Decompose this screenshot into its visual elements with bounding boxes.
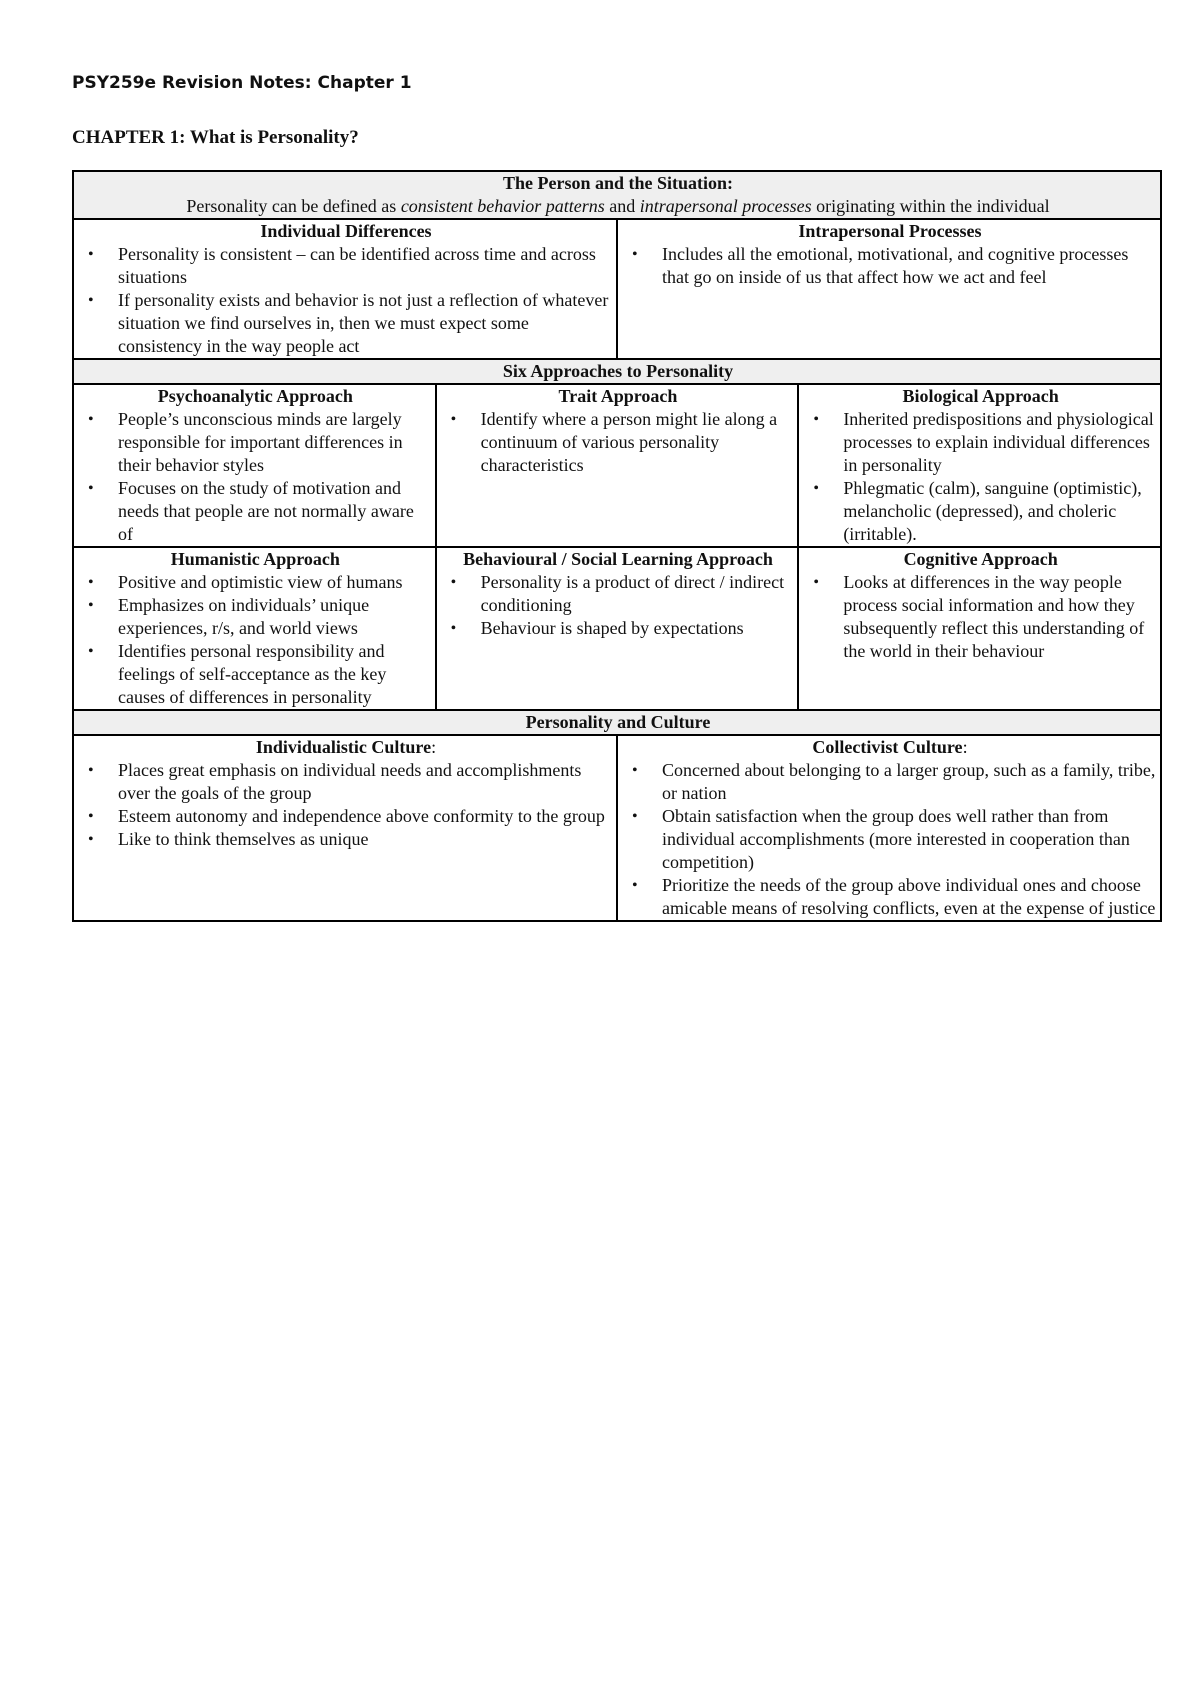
bullet-icon: •	[813, 574, 819, 591]
list-item-text: Personality is a product of direct / indirect conditioning	[480, 572, 785, 615]
list-item	[624, 759, 1156, 805]
list-item-text: Behaviour is shaped by expectations	[480, 618, 744, 638]
list-item-text: Esteem autonomy and independence above conformity to the group	[118, 806, 605, 826]
list-item	[80, 759, 612, 805]
individualistic-cell	[73, 735, 617, 921]
behavioural-cell	[436, 547, 799, 710]
collectivist-list	[624, 759, 1156, 920]
collectivist-cell	[617, 735, 1161, 921]
collectivist-title-colon: :	[962, 737, 968, 757]
bullet-icon: •	[88, 411, 94, 428]
trait-cell	[436, 384, 799, 547]
individual-differences-title: Individual Differences	[260, 221, 432, 241]
bullet-icon: •	[88, 246, 94, 263]
collectivist-title	[624, 736, 1156, 759]
biological-cell	[798, 384, 1161, 547]
cognitive-list	[805, 571, 1156, 663]
list-item-text: Looks at differences in the way people process social information and how they subsequently reflect this understanding of the world in their behaviour	[843, 572, 1145, 661]
list-item	[80, 828, 612, 851]
list-item-text: Prioritize the needs of the group above individual ones and choose amicable means of resolving conflicts, even at the expense of justice	[661, 875, 1156, 918]
list-item	[80, 594, 431, 640]
trait-title: Trait Approach	[558, 386, 678, 406]
list-item-text: Focuses on the study of motivation and needs that people are not normally aware of	[118, 478, 414, 544]
list-item-text: Emphasizes on individuals’ unique experiences, r/s, and world views	[118, 595, 370, 638]
bullet-icon: •	[813, 411, 819, 428]
bullet-icon: •	[88, 597, 94, 614]
list-item	[805, 408, 1156, 477]
bullet-icon: •	[813, 480, 819, 497]
list-item-text: If personality exists and behavior is not just a reflection of whatever situation we find ourselves in, then we must expect some consistency in the way people act	[118, 290, 609, 356]
list-item-text: Positive and optimistic view of humans	[118, 572, 403, 592]
person-situation-row	[73, 219, 1161, 359]
list-item-text: Places great emphasis on individual needs and accomplishments over the goals of the group	[118, 760, 582, 803]
trait-list	[443, 408, 794, 477]
bullet-icon: •	[450, 620, 457, 637]
list-item-text: Obtain satisfaction when the group does well rather than from individual accomplishments (more interested in cooperation than competition)	[661, 806, 1130, 872]
individualistic-title-colon: :	[431, 737, 437, 757]
bullet-icon: •	[631, 762, 638, 779]
list-item	[80, 408, 431, 477]
bullet-icon: •	[88, 574, 94, 591]
person-situation-band	[73, 171, 1161, 219]
list-item-text: Personality is consistent – can be identified across time and across situations	[118, 244, 596, 287]
bullet-icon: •	[450, 574, 457, 591]
intrapersonal-processes-list	[624, 243, 1156, 289]
notes-table	[72, 170, 1162, 922]
bullet-icon: •	[88, 808, 94, 825]
bullet-icon: •	[88, 762, 94, 779]
intrapersonal-processes-cell	[617, 219, 1161, 359]
humanistic-cell	[73, 547, 436, 710]
definition-text-1: Personality can be defined as	[186, 196, 401, 216]
list-item	[624, 243, 1156, 289]
collectivist-title-text: Collectivist Culture	[812, 737, 963, 757]
six-approaches-band	[73, 359, 1161, 384]
bullet-icon: •	[631, 808, 638, 825]
biological-title: Biological Approach	[902, 386, 1059, 406]
individual-differences-list	[80, 243, 612, 358]
list-item-text: Identify where a person might lie along a continuum of various personality characteristics	[480, 409, 778, 475]
list-item	[80, 243, 612, 289]
individual-differences-cell	[73, 219, 617, 359]
bullet-icon: •	[88, 831, 94, 848]
culture-band	[73, 710, 1161, 735]
bullet-icon: •	[88, 292, 94, 309]
definition-text-2: and	[604, 196, 640, 216]
biological-list	[805, 408, 1156, 546]
list-item	[80, 477, 431, 546]
individualistic-title-text: Individualistic Culture	[255, 737, 432, 757]
list-item-text: Concerned about belonging to a larger group, such as a family, tribe, or nation	[661, 760, 1156, 803]
behavioural-list	[443, 571, 794, 640]
list-item	[443, 408, 794, 477]
bullet-icon: •	[631, 877, 638, 894]
person-situation-title: The Person and the Situation:	[502, 173, 734, 193]
bullet-icon: •	[631, 246, 638, 263]
approaches-row-2	[73, 547, 1161, 710]
list-item-text: Phlegmatic (calm), sanguine (optimistic), melancholic (depressed), and choleric (irritable).	[843, 478, 1142, 544]
chapter-title: CHAPTER 1: What is Personality?	[72, 127, 359, 148]
definition-emphasis-2: intrapersonal processes	[639, 196, 812, 216]
intrapersonal-processes-title: Intrapersonal Processes	[798, 221, 982, 241]
cognitive-title: Cognitive Approach	[903, 549, 1058, 569]
list-item	[805, 571, 1156, 663]
culture-row	[73, 735, 1161, 921]
list-item	[80, 289, 612, 358]
list-item-text: Identifies personal responsibility and feelings of self-acceptance as the key causes of differences in personality	[118, 641, 387, 707]
psychoanalytic-list	[80, 408, 431, 546]
document-header: PSY259e Revision Notes: Chapter 1	[72, 73, 412, 93]
psychoanalytic-cell	[73, 384, 436, 547]
list-item	[443, 571, 794, 617]
behavioural-title: Behavioural / Social Learning Approach	[463, 549, 773, 569]
list-item	[624, 805, 1156, 874]
culture-title: Personality and Culture	[525, 712, 711, 732]
list-item-text: Includes all the emotional, motivational, and cognitive processes that go on inside of us that affect how we act and feel	[661, 244, 1129, 287]
list-item	[443, 617, 794, 640]
list-item-text: People’s unconscious minds are largely responsible for important differences in their behavior styles	[118, 409, 403, 475]
humanistic-list	[80, 571, 431, 709]
bullet-icon: •	[450, 411, 457, 428]
list-item-text: Like to think themselves as unique	[118, 829, 369, 849]
six-approaches-title: Six Approaches to Personality	[502, 361, 734, 381]
list-item-text: Inherited predispositions and physiological processes to explain individual differences in personality	[843, 409, 1154, 475]
definition-text-3: originating within the individual	[811, 196, 1050, 216]
approaches-row-1	[73, 384, 1161, 547]
cognitive-cell	[798, 547, 1161, 710]
humanistic-title: Humanistic Approach	[170, 549, 340, 569]
personality-definition	[80, 195, 1156, 218]
individualistic-title	[80, 736, 612, 759]
bullet-icon: •	[88, 643, 94, 660]
list-item	[624, 874, 1156, 920]
definition-emphasis-1: consistent behavior patterns	[400, 196, 605, 216]
list-item	[80, 640, 431, 709]
psychoanalytic-title: Psychoanalytic Approach	[157, 386, 353, 406]
individualistic-list	[80, 759, 612, 851]
document-page	[72, 72, 1162, 918]
bullet-icon: •	[88, 480, 94, 497]
list-item	[80, 805, 612, 828]
list-item	[805, 477, 1156, 546]
list-item	[80, 571, 431, 594]
